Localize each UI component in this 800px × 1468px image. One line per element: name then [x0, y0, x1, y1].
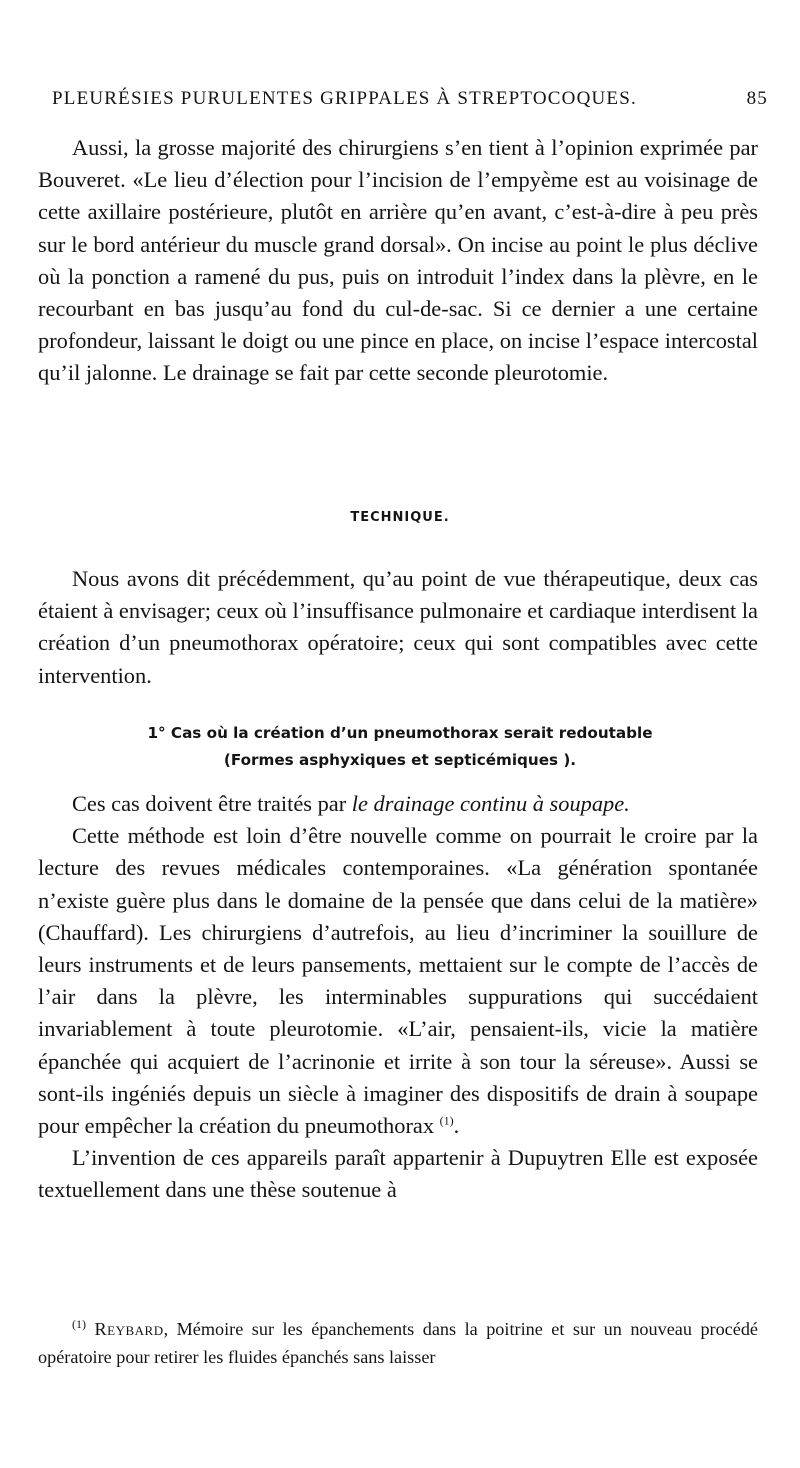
- paragraph-text: Nous avons dit précédemment, qu’au point de vue thérapeutique, deux cas étaient à envisager; ceux où l’insuffisance pulmonaire et cardiaque interdisent la création d’un pneumothorax opératoire; ceux qui sont compatibles avec cette intervention.: [38, 566, 758, 688]
- paragraph-bouveret: [38, 132, 758, 390]
- paragraph-history: [38, 820, 758, 1142]
- page-number: 85: [746, 88, 768, 109]
- paragraph-technique: [38, 563, 758, 692]
- drainage-emphasis: le drainage continu à soupape.: [351, 791, 630, 816]
- body-text-drainage: [38, 788, 758, 1207]
- drainage-lead: Ces cas doivent être traités par: [72, 791, 352, 816]
- footnote-author: Reybard: [94, 1319, 164, 1339]
- history-end: .: [453, 1113, 460, 1139]
- footnote-text: [38, 1315, 758, 1371]
- footnote-reference[interactable]: (1): [439, 1113, 454, 1128]
- footnote-body: , Mémoire sur les épanchements dans la poitrine et sur un nouveau procédé opératoire pour retirer les fluides épanchés sans laisser: [38, 1319, 758, 1367]
- running-head: [52, 88, 768, 112]
- subheading-line-1: 1° Cas où la création d’un pneumothorax serait redoutable: [147, 724, 653, 742]
- history-text: Cette méthode est loin d’être nouvelle comme on pourrait le croire par la lecture des revues médicales contemporaines. «La génération spontanée n’existe guère plus dans le domaine de la pensée que dans celui de la matière» (Chauffard). Les chirurgiens d’autrefois, au lieu d’incriminer la souillure de leurs instruments et de leurs pansements, mettaient sur le compte de l’accès de l’air dans la plèvre, les interminables suppurations qui succédaient invariablement à toute pleurotomie. «L’air, pensaient-ils, vicie la matière épanchée qui acquiert de l’acrinonie et irrite à son tour la séreuse». Aussi se sont-ils ingéniés depuis un siècle à imaginer des dispositifs de drain à soupape pour empêcher la création du pneumothorax: [38, 823, 758, 1139]
- section-title: TECHNIQUE.: [350, 510, 450, 525]
- paragraph-drainage: [38, 788, 758, 820]
- paragraph-dupuytren: L’invention de ces appareils paraît appartenir à Dupuytren Elle est exposée textuellement dans une thèse soutenue à: [38, 1145, 758, 1203]
- paragraph-text: Aussi, la grosse majorité des chirurgiens s’en tient à l’opinion exprimée par Bouveret. «Le lieu d’élection pour l’incision de l’empyème est au voisinage de cette axillaire postérieure, plutôt en arrière qu’en avant, c’est-à-dire à peu près sur le bord antérieur du muscle grand dorsal». On incise au point le plus déclive où la ponction a ramené du pus, puis on introduit l’index dans la plèvre, en le recourbant en bas jusqu’au fond du cul-de-sac. Si ce dernier a une certaine profondeur, laissant le doigt ou une pince en place, on incise l’espace intercostal qu’il jalonne. Le drainage se fait par cette seconde pleurotomie.: [38, 135, 758, 386]
- subheading-line-2: (Formes asphyxiques et septicémiques ).: [223, 751, 577, 769]
- running-title: PLEURÉSIES PURULENTES GRIPPALES À STREPTOCOQUES.: [52, 88, 637, 109]
- footnote-marker: (1): [72, 1316, 86, 1331]
- footnote: [38, 1315, 758, 1371]
